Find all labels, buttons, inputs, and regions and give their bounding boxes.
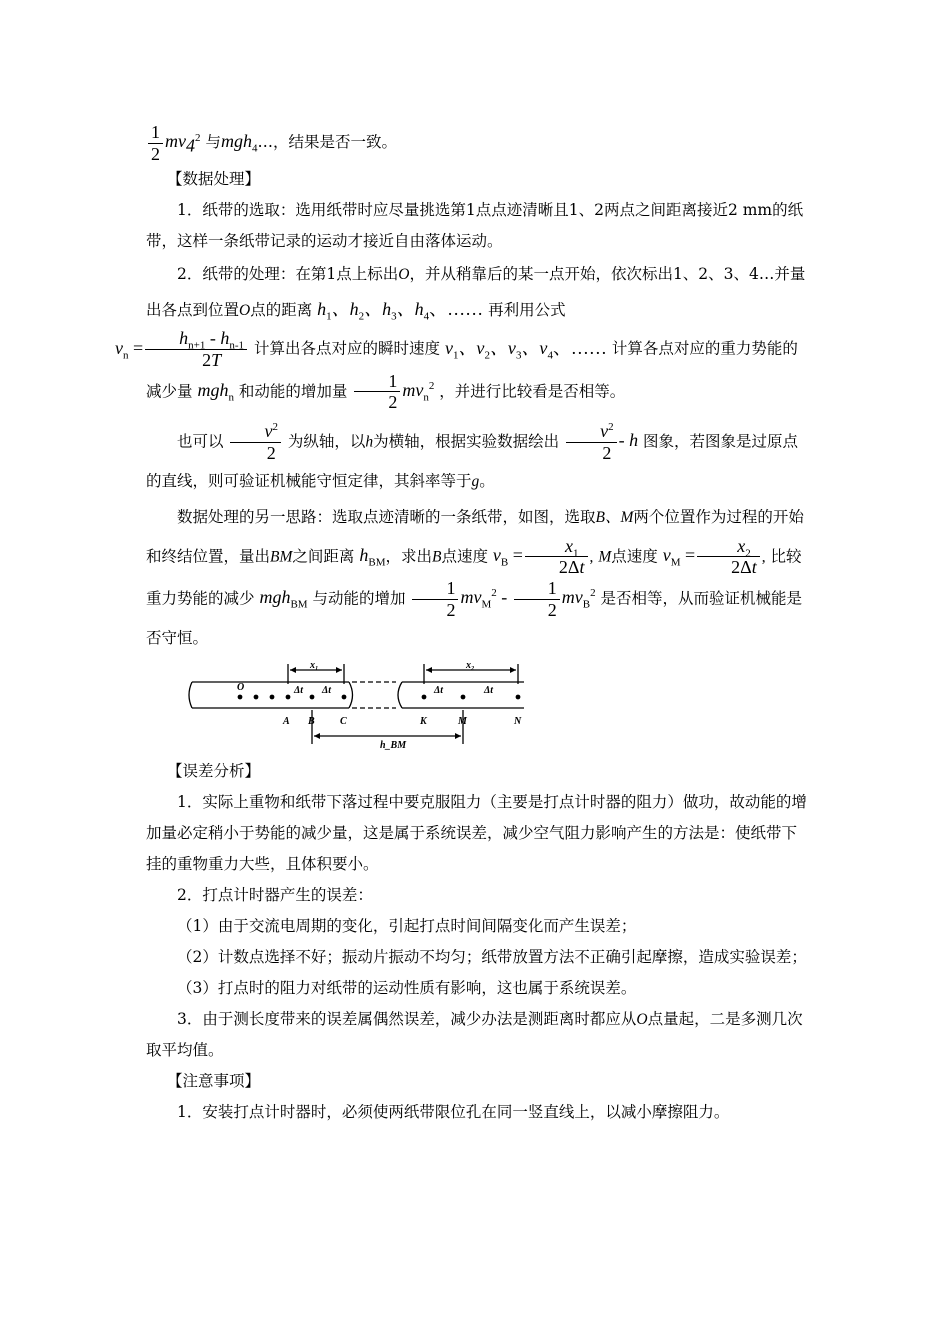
paragraph-error-2-3: （3）打点时的阻力对纸带的运动性质有影响，这也属于系统误差。 (177, 979, 637, 998)
text-p4c: 之间距离 (292, 546, 355, 565)
tape-label-C: C (340, 716, 347, 728)
formula-h-series: $h_1$、$h_2$、$h_3$、$h_4$、…… (317, 299, 484, 323)
tape-label-O: O (237, 682, 245, 694)
text-p4a: 数据处理的另一思路：选取点迹清晰的一条纸带，如图，选取 (177, 507, 596, 526)
text-p3a: 也可以 (177, 432, 224, 451)
text-p2a: 2．纸带的处理：在第1点上标出 (177, 265, 399, 284)
paper-tape-diagram (184, 662, 524, 752)
heading-data-processing: 【数据处理】 (167, 170, 261, 189)
tape-dt-4: Δt (484, 685, 494, 697)
tape-dt-1: Δt (294, 685, 304, 697)
paragraph-error-1: 1．实际上重物和纸带下落过程中要克服阻力（主要是打点计时器的阻力）做功，故动能的增加量必定稍小于势能的减少量，这是属于系统误差，减少空气阻力影响产生的方法是：使纸带下挂的重物重力大些，且体积要小。 (146, 793, 807, 874)
top-line-text: …，结果是否一致。 (257, 133, 397, 152)
label-h: h (365, 433, 374, 451)
formula-mgh4: mgh (220, 131, 252, 152)
label-O-2: O (239, 302, 251, 320)
text-p4f: 点速度 (611, 546, 658, 565)
formula-v2-over-2: $\frac{v^2}{2}$ (230, 421, 281, 463)
text-p3b: 为纵轴，以 (287, 432, 366, 451)
tape-label-K: K (420, 716, 427, 728)
paragraph-alt-method: 数据处理的另一思路：选取点迹清晰的一条纸带，如图，选取B、M两个位置作为过程的开始和终结位置，量出BM之间距离 $h_{BM}$，求出B点速度 $v_B$ = $\frac{x_1}{2\Delta t}$ , M点速度 $v_M$ = $\frac{x_2}{2\Delta t}$ , 比较重力势能的减少 mgh$_{BM}$ 与动能的增加 $\frac{1}{2}$ $mv_M^2$ - $\frac{1}{2}$ $mv_B^2$ 是否相等，从而验证机械能是否守恒。 (146, 507, 804, 648)
paragraph-error-2: 2．打点计时器产生的误差： (177, 886, 373, 905)
text-p2d: 再利用公式 (488, 301, 566, 320)
paragraph-error-2-1: （1）由于交流电周期的变化，引起打点时间间隔变化而产生误差； (177, 917, 637, 936)
formula-mghBM: mgh$_{BM}$ (259, 587, 308, 611)
label-g: g (471, 472, 480, 490)
formula-mghn: mgh$_n$ (197, 380, 234, 404)
tape-label-B: B (308, 716, 315, 728)
tape-hbm-label: h_BM (380, 740, 407, 752)
tape-label-M: M (458, 716, 467, 728)
formula-half-mv4-squared: $\frac{1}{2}$ (148, 122, 163, 164)
tape-dt-2: Δt (322, 685, 332, 697)
heading-error-analysis: 【误差分析】 (167, 762, 261, 781)
text-p4i: 是否相等，从而验证机械能是否守恒。 (146, 589, 803, 648)
paper-tape-figure (184, 662, 524, 752)
formula-half-mvn-squared: $\frac{1}{2}$ $mv_n^2$ (352, 380, 434, 400)
paragraph-error-2-2: （2）计数点选择不好；振动片振动不均匀；纸带放置方法不正确引起摩擦，造成实验误差； (177, 948, 807, 967)
text-p2g: 和动能的增加量 (238, 382, 348, 401)
formula-vB: $v_B$ = $\frac{x_1}{2\Delta t}$ (493, 545, 590, 565)
formula-hBM: $h_{BM}$ (359, 544, 386, 569)
formula-v2-over-2-minus-h: $\frac{v^2}{2}$ - h (564, 430, 638, 450)
text-p3c: 为横轴，根据实验数据绘出 (373, 432, 560, 451)
text-p2c: 点的距离 (250, 301, 313, 320)
text-p4b: 两个位置作为过程的开始和终结位置，量出 (146, 507, 804, 565)
label-B: B (432, 547, 442, 565)
top-line: $\frac{1}{2}$ $mv_4^2$ 与mgh$_4$…，结果是否一致。 (146, 122, 808, 164)
formula-energy-diff: $\frac{1}{2}$ $mv_M^2$ - $\frac{1}{2}$ $mv_B^2$ (410, 587, 595, 607)
text-p4h: 与动能的增加 (312, 589, 406, 608)
text-p2e: 计算出各点对应的瞬时速度 (253, 339, 440, 358)
paragraph-error-3 (146, 1004, 808, 1066)
paragraph-graph-method (146, 421, 808, 499)
label-BM: BM (270, 547, 293, 565)
paragraph-tape-selection: 1．纸带的选取：选用纸带时应尽量挑选第1点点迹清晰且1、2两点之间距离接近2 mm的纸带，这样一条纸带记录的运动才接近自由落体运动。 (146, 201, 804, 251)
label-O: O (398, 266, 410, 284)
tape-x1-label: x₁ (310, 662, 319, 672)
document-page (115, 118, 808, 1128)
text-p3d: 图象，若图象是过原点的直线，则可验证机械能守恒定律，其斜率等于 (146, 432, 799, 490)
text-p4g: 比较重力势能的减少 (146, 546, 802, 608)
heading-notes: 【注意事项】 (167, 1072, 261, 1091)
text-p2b: ，并从稍靠后的某一点开始，依次标出1、2、3、4…并量出各点到位置 (146, 265, 806, 320)
tape-label-A: A (283, 716, 290, 728)
formula-vn: $v_n$ = $\frac{h_{n+1} - h_{n-1}}{2T}$ (115, 338, 249, 358)
text-p6b: 点量起，二是多测几次取平均值。 (146, 1010, 803, 1060)
text-p4d: ，求出 (385, 546, 432, 565)
text-p2f: 计算各点对应的重力势能的减少量 (146, 339, 798, 401)
connector-text: 与 (205, 133, 221, 152)
text-p4e: 点速度 (441, 546, 488, 565)
label-O-3: O (636, 1011, 648, 1029)
label-M: M (598, 547, 612, 565)
text-period: 。 (479, 471, 495, 490)
paragraph-tape-processing (115, 257, 808, 413)
text-p6a: 3．由于测长度带来的误差属偶然误差，减少办法是测距离时都应从 (177, 1010, 637, 1029)
text-p2h: ，并进行比较看是否相等。 (439, 382, 626, 401)
paragraph-notes-1: 1．安装打点计时器时，必须使两纸带限位孔在同一竖直线上，以减小摩擦阻力。 (177, 1103, 730, 1122)
formula-v-series: $v_1$、$v_2$、$v_3$、$v_4$、…… (444, 337, 607, 362)
tape-x2-label: x₂ (466, 662, 475, 672)
tape-label-N: N (514, 716, 522, 728)
tape-dt-3: Δt (434, 685, 444, 697)
label-B-M: B、M (595, 508, 634, 526)
formula-vM: $v_M$ = $\frac{x_2}{2\Delta t}$ (663, 545, 762, 565)
